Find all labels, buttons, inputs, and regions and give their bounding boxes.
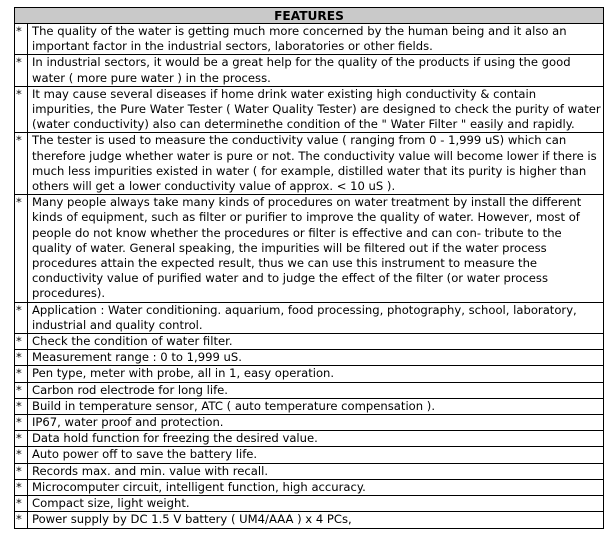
bullet-star: *	[15, 382, 28, 398]
feature-row	[15, 350, 604, 366]
feature-text: IP67, water proof and protection.	[28, 415, 604, 431]
bullet-star: *	[15, 195, 28, 302]
bullet-star: *	[15, 447, 28, 463]
feature-row	[15, 24, 604, 55]
feature-row	[15, 133, 604, 195]
features-heading: FEATURES	[15, 8, 604, 24]
bullet-star: *	[15, 431, 28, 447]
bullet-star: *	[15, 302, 28, 333]
feature-row	[15, 382, 604, 398]
feature-row	[15, 334, 604, 350]
feature-text: Data hold function for freezing the desired value.	[28, 431, 604, 447]
feature-row	[15, 447, 604, 463]
bullet-star: *	[15, 496, 28, 512]
bullet-star: *	[15, 350, 28, 366]
feature-text: Auto power off to save the battery life.	[28, 447, 604, 463]
bullet-star: *	[15, 24, 28, 55]
feature-text: It may cause several diseases if home drink water existing high conductivity & contain impurities, the Pure Water Tester ( Water Quality Tester) are designed to check the purity of water (water conductivity) also can determinethe condition of the " Water Filter " easily and rapidly.	[28, 86, 604, 133]
feature-text: The tester is used to measure the conductivity value ( ranging from 0 - 1,999 uS) which can therefore judge whether water is pure or not. The conductivity value will become lower if there is much less impurities existed in water ( for example, distilled water that its purity is higher than others will get a lower conductivity value of approx. < 10 uS ).	[28, 133, 604, 195]
bullet-star: *	[15, 133, 28, 195]
feature-text: In industrial sectors, it would be a great help for the quality of the products if using the good water ( more pure water ) in the process.	[28, 55, 604, 86]
feature-row	[15, 415, 604, 431]
feature-row	[15, 302, 604, 333]
feature-text: Application : Water conditioning. aquarium, food processing, photography, school, laboratory, industrial and quality control.	[28, 302, 604, 333]
bullet-star: *	[15, 479, 28, 495]
feature-text: Microcomputer circuit, intelligent function, high accuracy.	[28, 479, 604, 495]
bullet-star: *	[15, 86, 28, 133]
header-row	[15, 8, 604, 24]
features-table	[14, 7, 604, 529]
feature-text: Measurement range : 0 to 1,999 uS.	[28, 350, 604, 366]
feature-row	[15, 195, 604, 302]
bullet-star: *	[15, 415, 28, 431]
feature-row	[15, 398, 604, 414]
feature-row	[15, 431, 604, 447]
feature-row	[15, 496, 604, 512]
bullet-star: *	[15, 512, 28, 528]
feature-row	[15, 463, 604, 479]
feature-text: Many people always take many kinds of procedures on water treatment by install the different kinds of equipment, such as filter or purifier to improve the quality of water. However, most of people do not know whether the procedures or filter is effective and can con- tribute to the quality of water. General speaking, the impurities will be filtered out if the water process procedures attain the expected result, thus we can use this instrument to measure the conductivity value of purified water and to judge the effect of the filter (or water process procedures).	[28, 195, 604, 302]
feature-text: Compact size, light weight.	[28, 496, 604, 512]
feature-row	[15, 366, 604, 382]
feature-row	[15, 86, 604, 133]
feature-text: Carbon rod electrode for long life.	[28, 382, 604, 398]
bullet-star: *	[15, 366, 28, 382]
bullet-star: *	[15, 55, 28, 86]
feature-text: Build in temperature sensor, ATC ( auto temperature compensation ).	[28, 398, 604, 414]
feature-text: Pen type, meter with probe, all in 1, easy operation.	[28, 366, 604, 382]
feature-text: The quality of the water is getting much more concerned by the human being and it also an important factor in the industrial sectors, laboratories or other fields.	[28, 24, 604, 55]
feature-row	[15, 55, 604, 86]
bullet-star: *	[15, 398, 28, 414]
bullet-star: *	[15, 463, 28, 479]
feature-row	[15, 479, 604, 495]
bullet-star: *	[15, 334, 28, 350]
feature-text: Check the condition of water filter.	[28, 334, 604, 350]
feature-text: Records max. and min. value with recall.	[28, 463, 604, 479]
feature-row	[15, 512, 604, 528]
feature-text: Power supply by DC 1.5 V battery ( UM4/AAA ) x 4 PCs,	[28, 512, 604, 528]
